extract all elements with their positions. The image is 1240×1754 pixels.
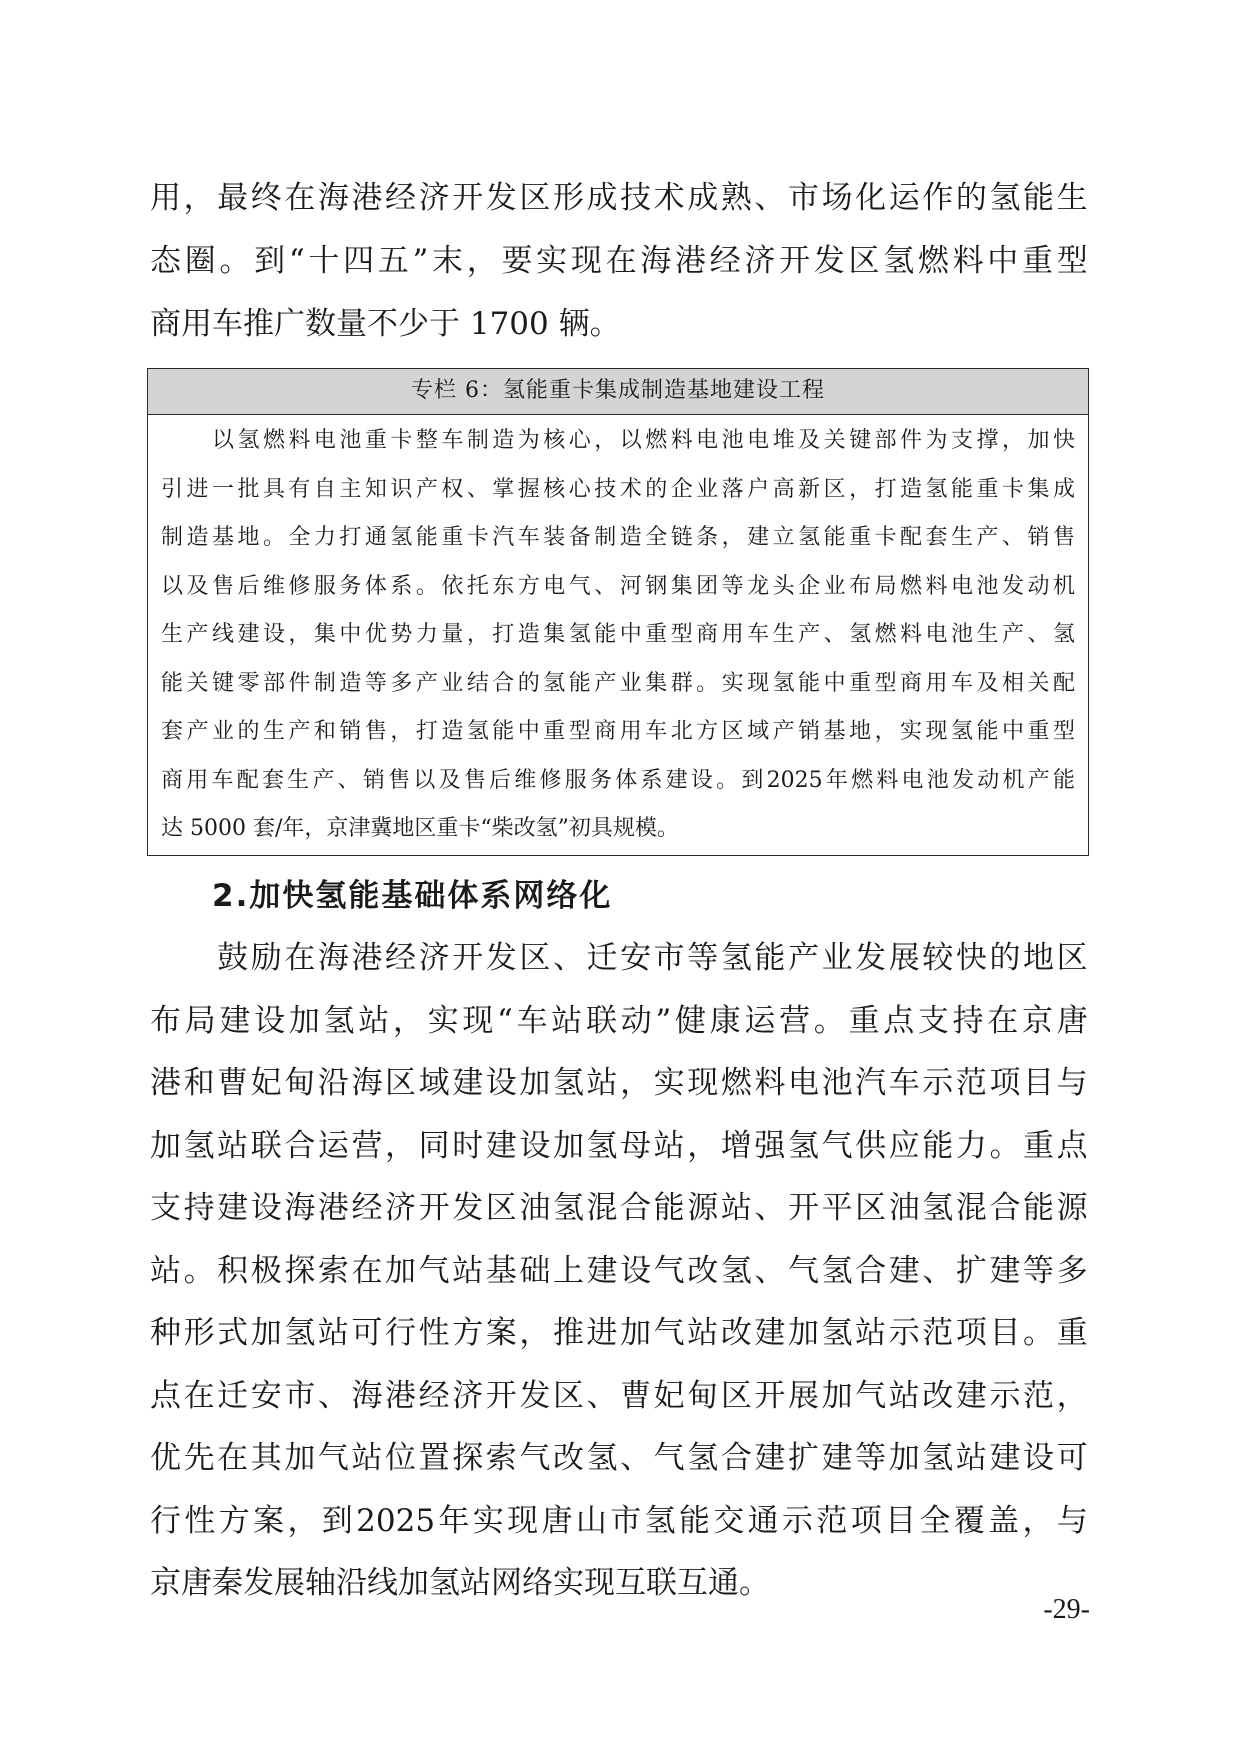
main-line-9: 优 先 在 其 加 气 站 位 置 探 索 气 改 氢 、 气 氢 合 建 扩 建 等 加 氢 站 建 设 可: [150, 1440, 1088, 1476]
column-box-line-4: 以 及 售 后 维 修 服 务 体 系 。 依 托 东 方 电 气 、 河 钢 集 团 等 龙 头 企 业 布 局 燃 料 电 池 发 动 机: [161, 574, 1075, 599]
column-box-line-6: 能 关 键 零 部 件 制 造 等 多 产 业 结 合 的 氢 能 产 业 集 群 。 实 现 氢 能 中 重 型 商 用 车 及 相 关 配: [161, 671, 1075, 696]
main-line-5: 支 持 建 设 海 港 经 济 开 发 区 油 氢 混 合 能 源 站 、 开 平 区 油 氢 混 合 能 源: [150, 1190, 1088, 1226]
main-line-8: 点 在 迁 安 市 、 海 港 经 济 开 发 区 、 曹 妃 甸 区 开 展 加 气 站 改 建 示 范 ，: [150, 1378, 1088, 1414]
page-number: -29-: [1043, 1594, 1090, 1625]
main-line-7: 种 形 式 加 氢 站 可 行 性 方 案 ， 推 进 加 气 站 改 建 加 氢 站 示 范 项 目 。 重: [150, 1315, 1088, 1351]
main-line-6: 站 。 积 极 探 索 在 加 气 站 基 础 上 建 设 气 改 氢 、 气 氢 合 建 、 扩 建 等 多: [150, 1253, 1088, 1289]
column-box-line-3: 制 造 基 地 。 全 力 打 通 氢 能 重 卡 汽 车 装 备 制 造 全 链 条 ， 建 立 氢 能 重 卡 配 套 生 产 、 销 售: [161, 525, 1075, 550]
main-line-2: 布 局 建 设 加 氢 站 ， 实 现 “ 车 站 联 动 ” 健 康 运 营 。 重 点 支 持 在 京 唐: [150, 1003, 1088, 1039]
column-box-line-2: 引 进 一 批 具 有 自 主 知 识 产 权 、 掌 握 核 心 技 术 的 企 业 落 户 高 新 区 ， 打 造 氢 能 重 卡 集 成: [161, 477, 1075, 502]
column-box-line-5: 生 产 线 建 设 ， 集 中 优 势 力 量 ， 打 造 集 氢 能 中 重 型 商 用 车 生 产 、 氢 燃 料 电 池 生 产 、 氢: [161, 622, 1075, 647]
intro-line-2: 态 圈 。 到 “ 十 四 五 ” 末 ， 要 实 现 在 海 港 经 济 开 发 区 氢 燃 料 中 重 型: [150, 243, 1088, 279]
main-line-1: 鼓 励 在 海 港 经 济 开 发 区 、 迁 安 市 等 氢 能 产 业 发 展 较 快 的 地 区: [217, 940, 1088, 976]
column-box-line-7: 套 产 业 的 生 产 和 销 售 ， 打 造 氢 能 中 重 型 商 用 车 北 方 区 域 产 销 基 地 ， 实 现 氢 能 中 重 型: [161, 719, 1075, 744]
column-box-title: 专栏 6：氢能重卡集成制造基地建设工程: [148, 369, 1088, 415]
intro-line-1: 用 ， 最 终 在 海 港 经 济 开 发 区 形 成 技 术 成 熟 、 市 场 化 运 作 的 氢 能 生: [150, 180, 1088, 216]
main-line-10: 行 性 方 案 ， 到 2025 年 实 现 唐 山 市 氢 能 交 通 示 范 项 目 全 覆 盖 ， 与: [150, 1503, 1088, 1539]
main-line-11: 京唐秦发展轴沿线加氢站网络实现互联互通。: [150, 1565, 770, 1601]
main-line-3: 港 和 曹 妃 甸 沿 海 区 域 建 设 加 氢 站 ， 实 现 燃 料 电 池 汽 车 示 范 项 目 与: [150, 1065, 1088, 1101]
main-line-4: 加 氢 站 联 合 运 营 ， 同 时 建 设 加 氢 母 站 ， 增 强 氢 气 供 应 能 力 。 重 点: [150, 1128, 1088, 1164]
column-box-line-8: 商 用 车 配 套 生 产 、 销 售 以 及 售 后 维 修 服 务 体 系 建 设 。 到 2025 年 燃 料 电 池 发 动 机 产 能: [161, 768, 1075, 793]
column-box-line-9: 达 5000 套/年，京津冀地区重卡“柴改氢”初具规模。: [161, 816, 679, 841]
column-box-line-1: 以 氢 燃 料 电 池 重 卡 整 车 制 造 为 核 心 ， 以 燃 料 电 池 电 堆 及 关 键 部 件 为 支 撑 ， 加 快: [211, 428, 1075, 453]
intro-line-3: 商用车推广数量不少于 1700 辆。: [150, 306, 621, 342]
column-box: [147, 368, 1089, 856]
section-heading: 2.加快氢能基础体系网络化: [212, 878, 613, 914]
